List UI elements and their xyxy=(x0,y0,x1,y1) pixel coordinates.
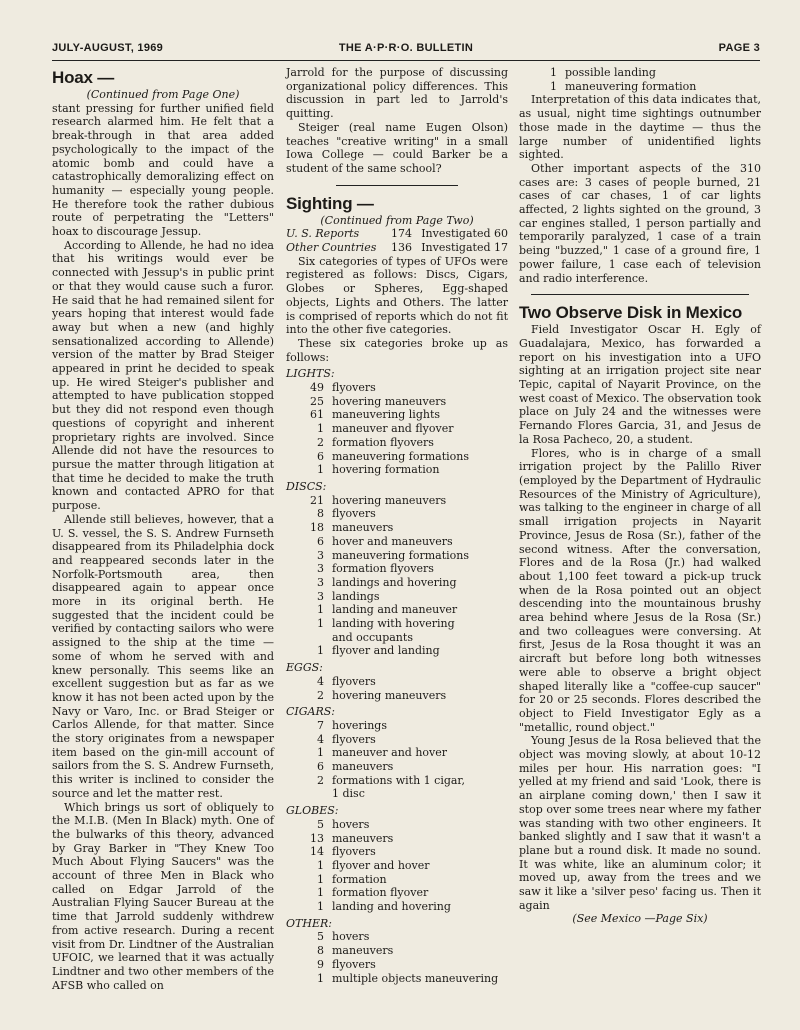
row-count: 1 xyxy=(317,617,324,631)
category-row xyxy=(286,535,508,549)
row-description: flyovers xyxy=(332,381,376,395)
category-heading: OTHER: xyxy=(286,916,332,930)
row-description: hoverings xyxy=(332,718,387,732)
row-description: flyovers xyxy=(332,845,376,859)
category-row xyxy=(286,689,508,703)
row-description: flyover and hover xyxy=(332,858,430,872)
row-count: 1 xyxy=(317,886,324,900)
row-count: 8 xyxy=(317,944,324,958)
row-description: flyovers xyxy=(332,732,376,746)
category-row xyxy=(286,521,508,535)
row-count: 25 xyxy=(310,394,324,408)
stat-label: U. S. Reports xyxy=(286,227,360,241)
hoax-paragraph: Jarrold for the purpose of discussing organizational policy differences. This discussion in part led to Jarrold's quitting. xyxy=(286,66,508,121)
row-description: maneuver and hover xyxy=(332,746,448,760)
category-row-continuation xyxy=(286,631,508,645)
category-row xyxy=(286,494,508,508)
stat-label: Other Countries xyxy=(286,241,377,255)
stat-count: 174 xyxy=(391,227,412,241)
row-count: 21 xyxy=(310,493,324,507)
row-count: 2 xyxy=(317,773,324,787)
header-rule xyxy=(52,60,760,61)
row-description: hovering maneuvers xyxy=(332,394,447,408)
row-count: 3 xyxy=(317,548,324,562)
category-row xyxy=(286,549,508,563)
category-heading: GLOBES: xyxy=(286,804,339,818)
category-heading: EGGS: xyxy=(286,661,323,675)
column-2 xyxy=(286,66,508,985)
disk-title: Two Observe Disk in Mexico xyxy=(519,303,743,323)
category-row xyxy=(286,760,508,774)
row-description: landing and hovering xyxy=(332,900,451,914)
row-description: hovers xyxy=(332,930,370,944)
row-count: 3 xyxy=(317,575,324,589)
continued-reference: (See Mexico —Page Six) xyxy=(572,912,708,926)
category-row xyxy=(286,590,508,604)
row-description: flyovers xyxy=(332,674,376,688)
category-row xyxy=(286,408,508,422)
row-description: landings xyxy=(332,589,380,603)
row-count: 14 xyxy=(310,845,324,859)
row-description: and occupants xyxy=(332,630,413,644)
hoax-paragraph: According to Allende, he had no idea that his writings would ever be connected with Jessup's in public print or that they would cause such a furor. He said that he had remained silent for years hoping that interest would fade away but when a new (and highly sensationalized according to Allende) version of the matter by Brad Steiger appeared in print he decided to speak up. He wired Steiger's publisher and attempted to have publication stopped but they did not respond even though questions of copyright and inherent proprietary rights are involved. Since Allende did not have the resources to pursue the matter through litigation at that time he decided to make the truth known and contacted APRO for that purpose. xyxy=(52,238,274,513)
row-description: formation flyovers xyxy=(332,562,434,576)
row-description: hovering maneuvers xyxy=(332,688,447,702)
category-row xyxy=(286,733,508,747)
row-count: 8 xyxy=(317,507,324,521)
row-description: flyovers xyxy=(332,507,376,521)
row-count: 5 xyxy=(317,817,324,831)
category-row xyxy=(286,818,508,832)
sighting-paragraph: These six categories broke up as follows: xyxy=(286,336,508,364)
row-count: 4 xyxy=(317,674,324,688)
category-row xyxy=(286,944,508,958)
row-description: hovering maneuvers xyxy=(332,493,447,507)
category-row xyxy=(519,66,761,80)
row-count: 6 xyxy=(317,534,324,548)
row-description: hover and maneuvers xyxy=(332,534,453,548)
row-description: 1 disc xyxy=(332,787,365,801)
category-row xyxy=(286,576,508,590)
stat-count: 136 xyxy=(391,241,412,255)
row-count: 6 xyxy=(317,760,324,774)
row-count: 2 xyxy=(317,688,324,702)
row-count: 1 xyxy=(317,872,324,886)
page-header xyxy=(52,42,760,62)
publication-title: THE A·P·R·O. BULLETIN xyxy=(338,42,474,54)
row-count: 1 xyxy=(317,900,324,914)
row-description: maneuvers xyxy=(332,944,394,958)
row-description: maneuvering formations xyxy=(332,449,470,463)
category-row xyxy=(286,958,508,972)
disk-paragraph: Flores, who is in charge of a small irrigation project by the Palillo River (employed by the Department of Hydraulic Resources of the Ministry of Agriculture), was talking to the engineer in charge of all small irrigation projects in Nayarit Province, Jesus de Rosa (Sr.), father of the second witness. After the conversation, Flores and de la Rosa (Jr.) had walked about 1,100 feet toward a pick-up truck when de la Rosa pointed out an object descending into the mountainous brushy area behind where Jesus de la Rosa (Sr.) and two colleagues were conversing. At first, Jesus de la Rosa thought it was an aircraft but before long both witnesses were able to observe a bright object shaped literally like a "coffee-cup saucer" for 20 or 25 seconds. Flores described the object to Field Investigator Egly as a "metallic, round object." xyxy=(519,446,761,734)
row-description: possible landing xyxy=(565,66,656,79)
hoax-paragraph: Steiger (real name Eugen Olson) teaches "creative writing" in a small Iowa College — could Barker be a student of the same school? xyxy=(286,120,508,175)
category-row xyxy=(286,603,508,617)
row-count: 61 xyxy=(310,408,324,422)
row-description: maneuvering lights xyxy=(332,408,441,422)
category-row xyxy=(286,450,508,464)
row-description: formation xyxy=(332,872,387,886)
stat-row xyxy=(286,241,508,255)
hoax-continued: (Continued from Page One) xyxy=(86,88,240,101)
disk-paragraph: Young Jesus de la Rosa believed that the object was moving slowly, at about 10-12 miles per hour. His narration goes: "I yelled at my friend and said 'Look, there is an airplane coming down,' then I saw it stop over some trees near where my father was standing with two other engineers. It banked slightly and I saw that it wasn't a plane but a round disk. It made no sound. It was white, like an aluminum color; it moved up, away from the trees and we saw it like a 'silver peso' facing us. Then it again xyxy=(519,734,761,912)
row-description: formation flyover xyxy=(332,886,429,900)
category-row xyxy=(286,719,508,733)
row-description: flyovers xyxy=(332,957,376,971)
category-row xyxy=(286,859,508,873)
sighting-paragraph: Six categories of types of UFOs were registered as follows: Discs, Cigars, Globes or Spheres, Egg-shaped objects, Lights and Others. The latter is comprised of reports which do not fit into the other five categories. xyxy=(286,254,508,337)
category-heading: LIGHTS: xyxy=(286,367,335,381)
row-description: formation flyovers xyxy=(332,435,434,449)
sighting-paragraph: Interpretation of this data indicates that, as usual, night time sightings outnumber those made in the daytime — thus the large number of unidentified lights sighted. xyxy=(519,93,761,162)
category-row-continuation xyxy=(286,787,508,801)
category-row xyxy=(286,930,508,944)
row-count: 4 xyxy=(317,732,324,746)
category-list-continued xyxy=(519,66,761,93)
row-count: 9 xyxy=(317,957,324,971)
row-description: hovering formation xyxy=(332,463,440,477)
hoax-paragraph: Allende still believes, however, that a U. S. vessel, the S. S. Andrew Furnseth disappeared from its Philadelphia dock and reappeared seconds later in the Norfolk-Portsmouth area, then disappeared again to appear once more in its original berth. He suggested that the incident could be verified by contacting sailors who were assigned to the ship at the time — some of whom he served with and knew personally. This seems like an excellent suggestion but as far as we know it has not been acted upon by the Navy or Varo, Inc. or Brad Steiger or Carlos Allende, for that matter. Since the story originates from a newspaper item based on the gin-mill account of sailors from the S. S. Andrew Furnseth, this writer is inclined to consider the source and let the matter rest. xyxy=(52,512,274,800)
category-row xyxy=(286,774,508,788)
row-description: landing and maneuver xyxy=(332,603,458,617)
row-count: 1 xyxy=(550,79,557,93)
article-separator xyxy=(531,294,749,295)
column-1 xyxy=(52,66,274,992)
page-number: PAGE 3 xyxy=(718,42,760,54)
category-row xyxy=(286,873,508,887)
row-description: hovers xyxy=(332,817,370,831)
hoax-paragraph: Which brings us sort of obliquely to the M.I.B. (Men In Black) myth. One of the bulwarks of this theory, advanced by Gray Barker in "They Knew Too Much About Flying Saucers" was the account of three Men in Black who called on Edgar Jarrold of the Australian Flying Saucer Bureau at the time that Jarrold suddenly withdrew from active research. During a recent visit from Dr. Lindtner of the Australian UFOIC, we learned that it was actually Lindtner and two other members of the AFSB who called on xyxy=(52,800,274,992)
row-count: 18 xyxy=(310,521,324,535)
category-row xyxy=(286,972,508,986)
category-row xyxy=(286,644,508,658)
category-row xyxy=(286,617,508,631)
row-description: landings and hovering xyxy=(332,575,457,589)
category-heading: CIGARS: xyxy=(286,705,336,719)
row-count: 1 xyxy=(317,644,324,658)
category-row xyxy=(519,80,761,94)
category-row xyxy=(286,395,508,409)
row-description: flyover and landing xyxy=(332,644,440,658)
row-description: maneuvers xyxy=(332,521,394,535)
row-count: 1 xyxy=(550,66,557,79)
row-count: 5 xyxy=(317,930,324,944)
sighting-paragraph: Other important aspects of the 310 cases are: 3 cases of people burned, 21 cases of car chases, 1 of car lights affected, 2 lights sighted on the ground, 3 car engines stalled, 1 person partially and temporarily paralyzed, 1 case of a train being "buzzed," 1 case of a ground fire, 1 power failure, 1 case each of television and radio interference. xyxy=(519,161,761,285)
category-row xyxy=(286,381,508,395)
category-row xyxy=(286,845,508,859)
hoax-paragraph: stant pressing for further unified field research alarmed him. He felt that a break-through in that area added psychologically to the impact of the atomic bomb and could have a catastrophically demoralizing effect on humanity — especially young people. He therefore took the rather dubious route of perpetrating the "Letters" hoax to discourage Jessup. xyxy=(52,101,274,239)
category-row xyxy=(286,886,508,900)
hoax-title: Hoax — xyxy=(52,68,115,87)
stat-investigated: Investigated 17 xyxy=(421,241,508,255)
category-row xyxy=(286,436,508,450)
stat-row xyxy=(286,227,508,241)
row-description: maneuvering formation xyxy=(565,79,697,93)
article-separator xyxy=(336,185,458,186)
row-description: maneuvers xyxy=(332,831,394,845)
row-count: 1 xyxy=(317,463,324,477)
category-row xyxy=(286,463,508,477)
row-count: 1 xyxy=(317,746,324,760)
category-list xyxy=(286,367,508,985)
row-count: 1 xyxy=(317,603,324,617)
row-description: multiple objects maneuvering xyxy=(332,971,499,985)
category-row xyxy=(286,675,508,689)
row-count: 6 xyxy=(317,449,324,463)
row-count: 3 xyxy=(317,589,324,603)
row-description: landing with hovering xyxy=(332,617,455,631)
row-description: formations with 1 cigar, xyxy=(332,773,465,787)
category-heading: DISCS: xyxy=(286,479,327,493)
row-count: 7 xyxy=(317,718,324,732)
stat-investigated: Investigated 60 xyxy=(421,227,508,241)
row-description: maneuvering formations xyxy=(332,548,470,562)
row-count: 49 xyxy=(310,381,324,395)
row-count: 1 xyxy=(317,858,324,872)
category-row xyxy=(286,746,508,760)
report-stats xyxy=(286,227,508,254)
disk-paragraph: Field Investigator Oscar H. Egly of Guadalajara, Mexico, has forwarded a report on his investigation into a UFO sighting at an irrigation project site near Tepic, capital of Nayarit Province, on the west coast of Mexico. The observation took place on July 24 and the witnesses were Fernando Flores Garcia, 31, and Jesus de la Rosa Pacheco, 20, a student. xyxy=(519,323,761,446)
category-row xyxy=(286,562,508,576)
category-row xyxy=(286,422,508,436)
category-row xyxy=(286,900,508,914)
category-row xyxy=(286,832,508,846)
row-count: 3 xyxy=(317,562,324,576)
row-count: 2 xyxy=(317,435,324,449)
row-count: 1 xyxy=(317,422,324,436)
row-description: maneuver and flyover xyxy=(332,422,454,436)
issue-date: JULY-AUGUST, 1969 xyxy=(52,42,164,54)
sighting-continued: (Continued from Page Two) xyxy=(320,213,474,227)
row-description: maneuvers xyxy=(332,760,394,774)
row-count: 13 xyxy=(310,831,324,845)
sighting-title: Sighting — xyxy=(286,193,374,213)
category-row xyxy=(286,507,508,521)
column-3 xyxy=(519,66,761,926)
row-count: 1 xyxy=(317,971,324,985)
